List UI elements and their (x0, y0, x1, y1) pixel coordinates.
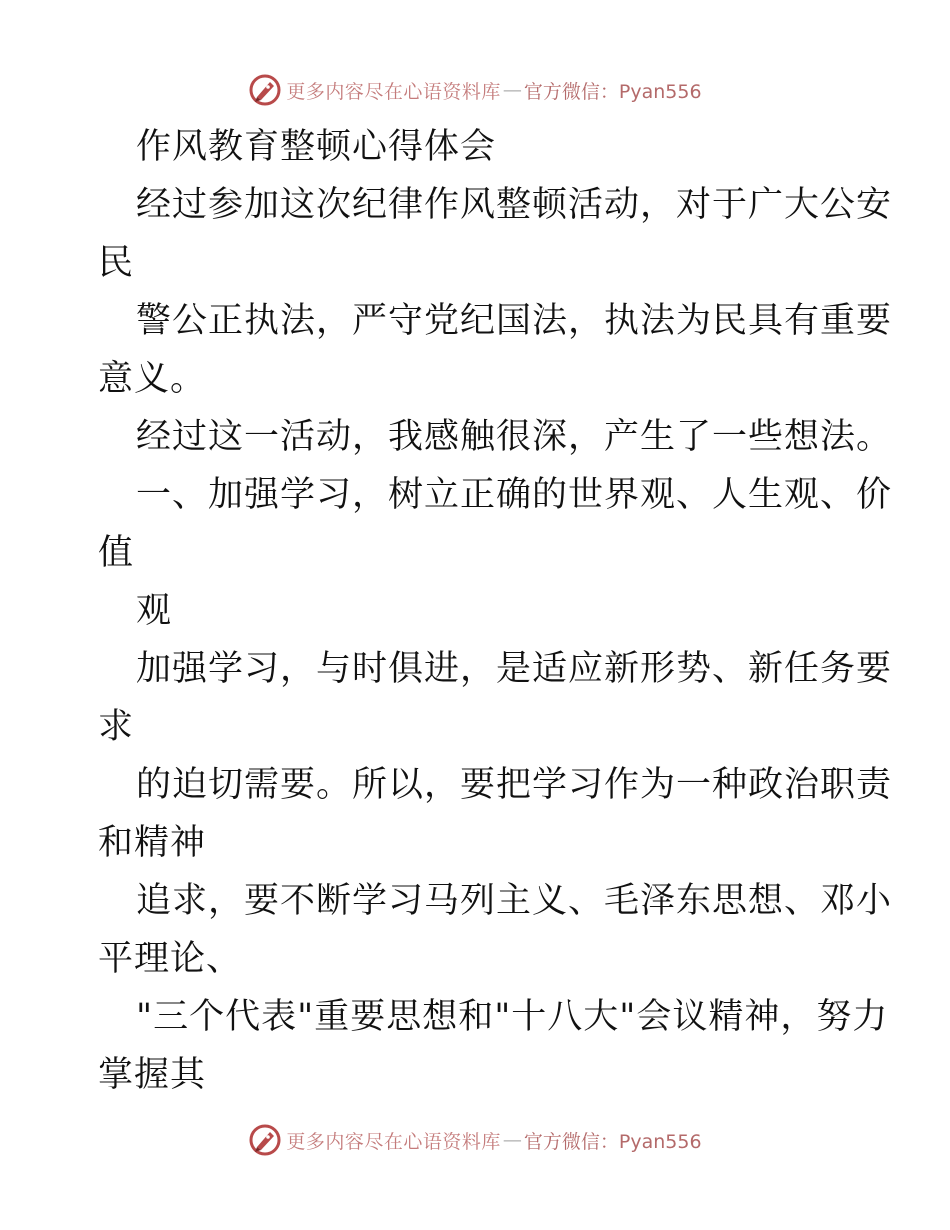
paragraph-line: 掌握其 (98, 1055, 207, 1095)
banner-text: 更多内容尽在心语资料库 (286, 80, 501, 103)
paragraph-line: 警公正执法，严守党纪国法，执法为民具有重要 (136, 301, 893, 341)
banner-text: 更多内容尽在心语资料库 (286, 1130, 501, 1153)
section-heading-line: 观 (136, 591, 173, 631)
footer-banner (0, 1120, 950, 1160)
document-body (98, 118, 893, 1104)
paragraph-line: 求 (98, 707, 135, 747)
banner-separator: — (502, 79, 522, 101)
paragraph-line: 民 (98, 243, 135, 283)
document-title: 作风教育整顿心得体会 (136, 127, 497, 167)
paragraph-line: 和精神 (98, 823, 207, 863)
paragraph-line: 意义。 (98, 359, 207, 399)
paragraph-line: 的迫切需要。所以，要把学习作为一种政治职责 (136, 765, 893, 805)
pen-logo-icon (248, 1123, 282, 1157)
banner-separator: — (502, 1129, 522, 1151)
paragraph-line: 经过这一活动，我感触很深，产生了一些想法。 (136, 417, 893, 457)
paragraph-line: "三个代表"重要思想和"十八大"会议精神，努力 (136, 997, 889, 1037)
header-banner (0, 70, 950, 110)
banner-wechat: 官方微信：Pyan556 (523, 1130, 702, 1153)
banner-wechat: 官方微信：Pyan556 (523, 80, 702, 103)
section-heading-line: 一、加强学习，树立正确的世界观、人生观、价 (136, 475, 893, 515)
paragraph-line: 经过参加这次纪律作风整顿活动，对于广大公安 (136, 185, 893, 225)
paragraph-line: 追求，要不断学习马列主义、毛泽东思想、邓小 (136, 881, 893, 921)
section-heading-line: 值 (98, 533, 135, 573)
paragraph-line: 平理论、 (98, 939, 243, 979)
pen-logo-icon (248, 73, 282, 107)
paragraph-line: 加强学习，与时俱进，是适应新形势、新任务要 (136, 649, 893, 689)
